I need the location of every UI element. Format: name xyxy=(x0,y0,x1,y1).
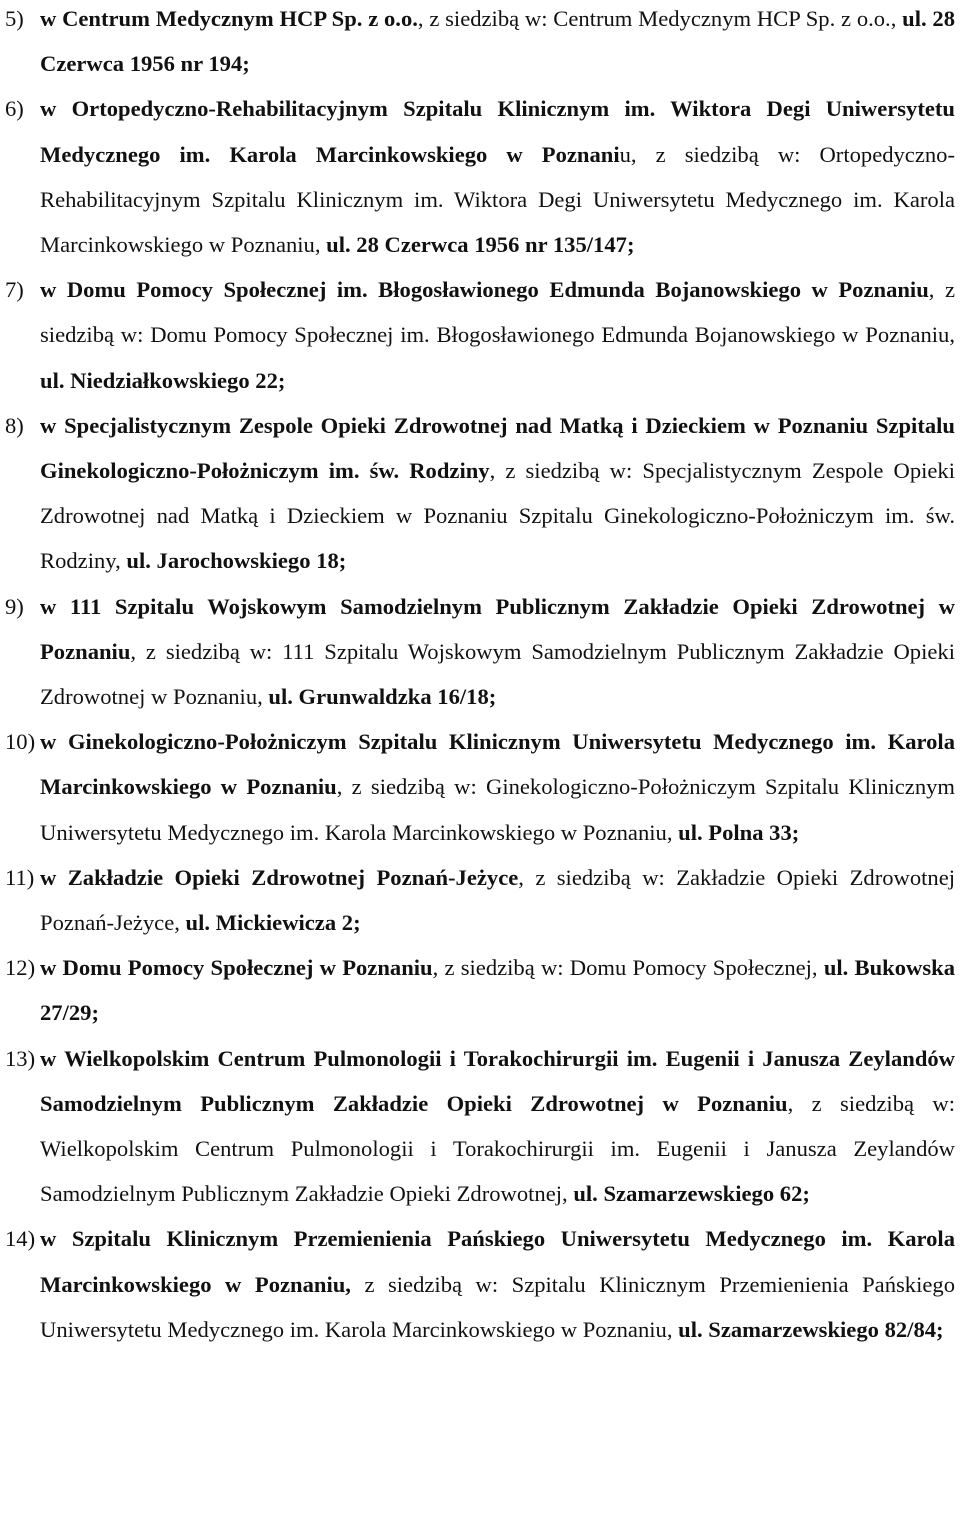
facility-name: w Ortopedyczno-Rehabilitacyjnym Szpitalu Klinicznym im. Wiktora Degi Uniwersytetu Medycznego im. Karola Marcinkowskiego w Poznani xyxy=(40,96,955,167)
facility-address: ul. Bukowska 27/29; xyxy=(40,955,955,1026)
list-item xyxy=(5,86,955,267)
list-item xyxy=(5,1216,955,1352)
facility-name: w Szpitalu Klinicznym Przemienienia Pańskiego Uniwersytetu Medycznego im. Karola Marcinkowskiego w Poznaniu, xyxy=(40,1226,955,1297)
facility-address: ul. Mickiewicza 2; xyxy=(185,910,361,936)
facility-address: ul. Szamarzewskiego 62; xyxy=(573,1181,810,1207)
facility-name: w 111 Szpitalu Wojskowym Samodzielnym Publicznym Zakładzie Opieki Zdrowotnej w Poznaniu xyxy=(40,593,955,664)
list-item xyxy=(5,855,955,945)
facility-name: w Domu Pomocy Społecznej w Poznaniu xyxy=(40,955,433,981)
item-number: 11) xyxy=(5,864,35,890)
facility-seat: , z siedzibą w: Wielkopolskim Centrum Pulmonologii i Torakochirurgii im. Eugenii i Janusza Zeylandów Samodzielnym Publicznym Zakładzie Opieki Zdrowotnej, xyxy=(40,1090,955,1207)
item-number: 14) xyxy=(5,1226,36,1252)
facility-seat: , z siedzibą w: Zakładzie Opieki Zdrowotnej Poznań-Jeżyce, xyxy=(40,864,956,936)
list-item xyxy=(5,403,955,584)
facility-address: ul. Grunwaldzka 16/18; xyxy=(268,684,497,710)
facility-name: w Domu Pomocy Społecznej im. Błogosławionego Edmunda Bojanowskiego w Poznaniu xyxy=(40,277,929,303)
list-item xyxy=(5,0,955,86)
list-item xyxy=(5,267,955,403)
facility-name: w Zakładzie Opieki Zdrowotnej Poznań-Jeżyce xyxy=(40,864,519,890)
facility-address: ul. 28 Czerwca 1956 nr 194; xyxy=(40,6,955,77)
list-item xyxy=(5,719,955,855)
list-item xyxy=(5,1036,955,1217)
list-item xyxy=(5,584,955,720)
facility-seat: u, z siedzibą w: Ortopedyczno-Rehabilitacyjnym Szpitalu Klinicznym im. Wiktora Degi Uniwersytetu Medycznego im. Karola Marcinkowskiego w Poznaniu, xyxy=(40,141,955,258)
facility-address: ul. Jarochowskiego 18; xyxy=(126,548,347,574)
facility-name: w Centrum Medycznym HCP Sp. z o.o. xyxy=(40,6,418,31)
item-number: 12) xyxy=(5,955,36,981)
facility-seat: , z siedzibą w: Centrum Medycznym HCP Sp. z o.o., xyxy=(417,6,903,31)
facility-seat: , z siedzibą w: Ginekologiczno-Położniczym Szpitalu Klinicznym Uniwersytetu Medycznego im. Karola Marcinkowskiego w Poznaniu, xyxy=(40,774,955,845)
item-number: 13) xyxy=(5,1045,36,1071)
item-number: 7) xyxy=(5,277,24,303)
facility-address: ul. Polna 33; xyxy=(678,819,800,845)
facility-seat: , z siedzibą w: 111 Szpitalu Wojskowym Samodzielnym Publicznym Zakładzie Opieki Zdrowotnej w Poznaniu, xyxy=(40,638,955,710)
facility-seat: , z siedzibą w: Specjalistycznym Zespole Opieki Zdrowotnej nad Matką i Dzieckiem w Poznaniu Szpitalu Ginekologiczno-Położniczym im. św. Rodziny, xyxy=(40,458,955,574)
facility-address: ul. Niedziałkowskiego 22; xyxy=(40,367,286,393)
facility-seat: , z siedzibą w: Domu Pomocy Społecznej, xyxy=(432,955,824,981)
item-number: 10) xyxy=(5,729,36,755)
facility-address: ul. 28 Czerwca 1956 nr 135/147; xyxy=(326,232,635,258)
facility-seat: , z siedzibą w: Domu Pomocy Społecznej im. Błogosławionego Edmunda Bojanowskiego w Poznaniu, xyxy=(40,277,955,348)
item-number: 6) xyxy=(5,96,24,122)
facility-name: w Wielkopolskim Centrum Pulmonologii i Torakochirurgii im. Eugenii i Janusza Zeylandów Samodzielnym Publicznym Zakładzie Opieki Zdrowotnej w Poznaniu xyxy=(40,1045,955,1116)
facility-name: w Ginekologiczno-Położniczym Szpitalu Klinicznym Uniwersytetu Medycznego im. Karola Marcinkowskiego w Poznaniu xyxy=(40,729,955,800)
item-number: 9) xyxy=(5,593,24,619)
facility-name: w Specjalistycznym Zespole Opieki Zdrowotnej nad Matką i Dzieckiem w Poznaniu Szpitalu Ginekologiczno-Położniczym im. św. Rodziny xyxy=(40,412,955,484)
list-item xyxy=(5,945,955,1035)
item-number: 8) xyxy=(5,412,24,438)
item-number: 5) xyxy=(5,6,24,31)
facility-seat: z siedzibą w: Szpitalu Klinicznym Przemienienia Pańskiego Uniwersytetu Medycznego im. Karola Marcinkowskiego w Poznaniu, xyxy=(40,1271,955,1342)
facility-address: ul. Szamarzewskiego 82/84; xyxy=(678,1316,944,1342)
